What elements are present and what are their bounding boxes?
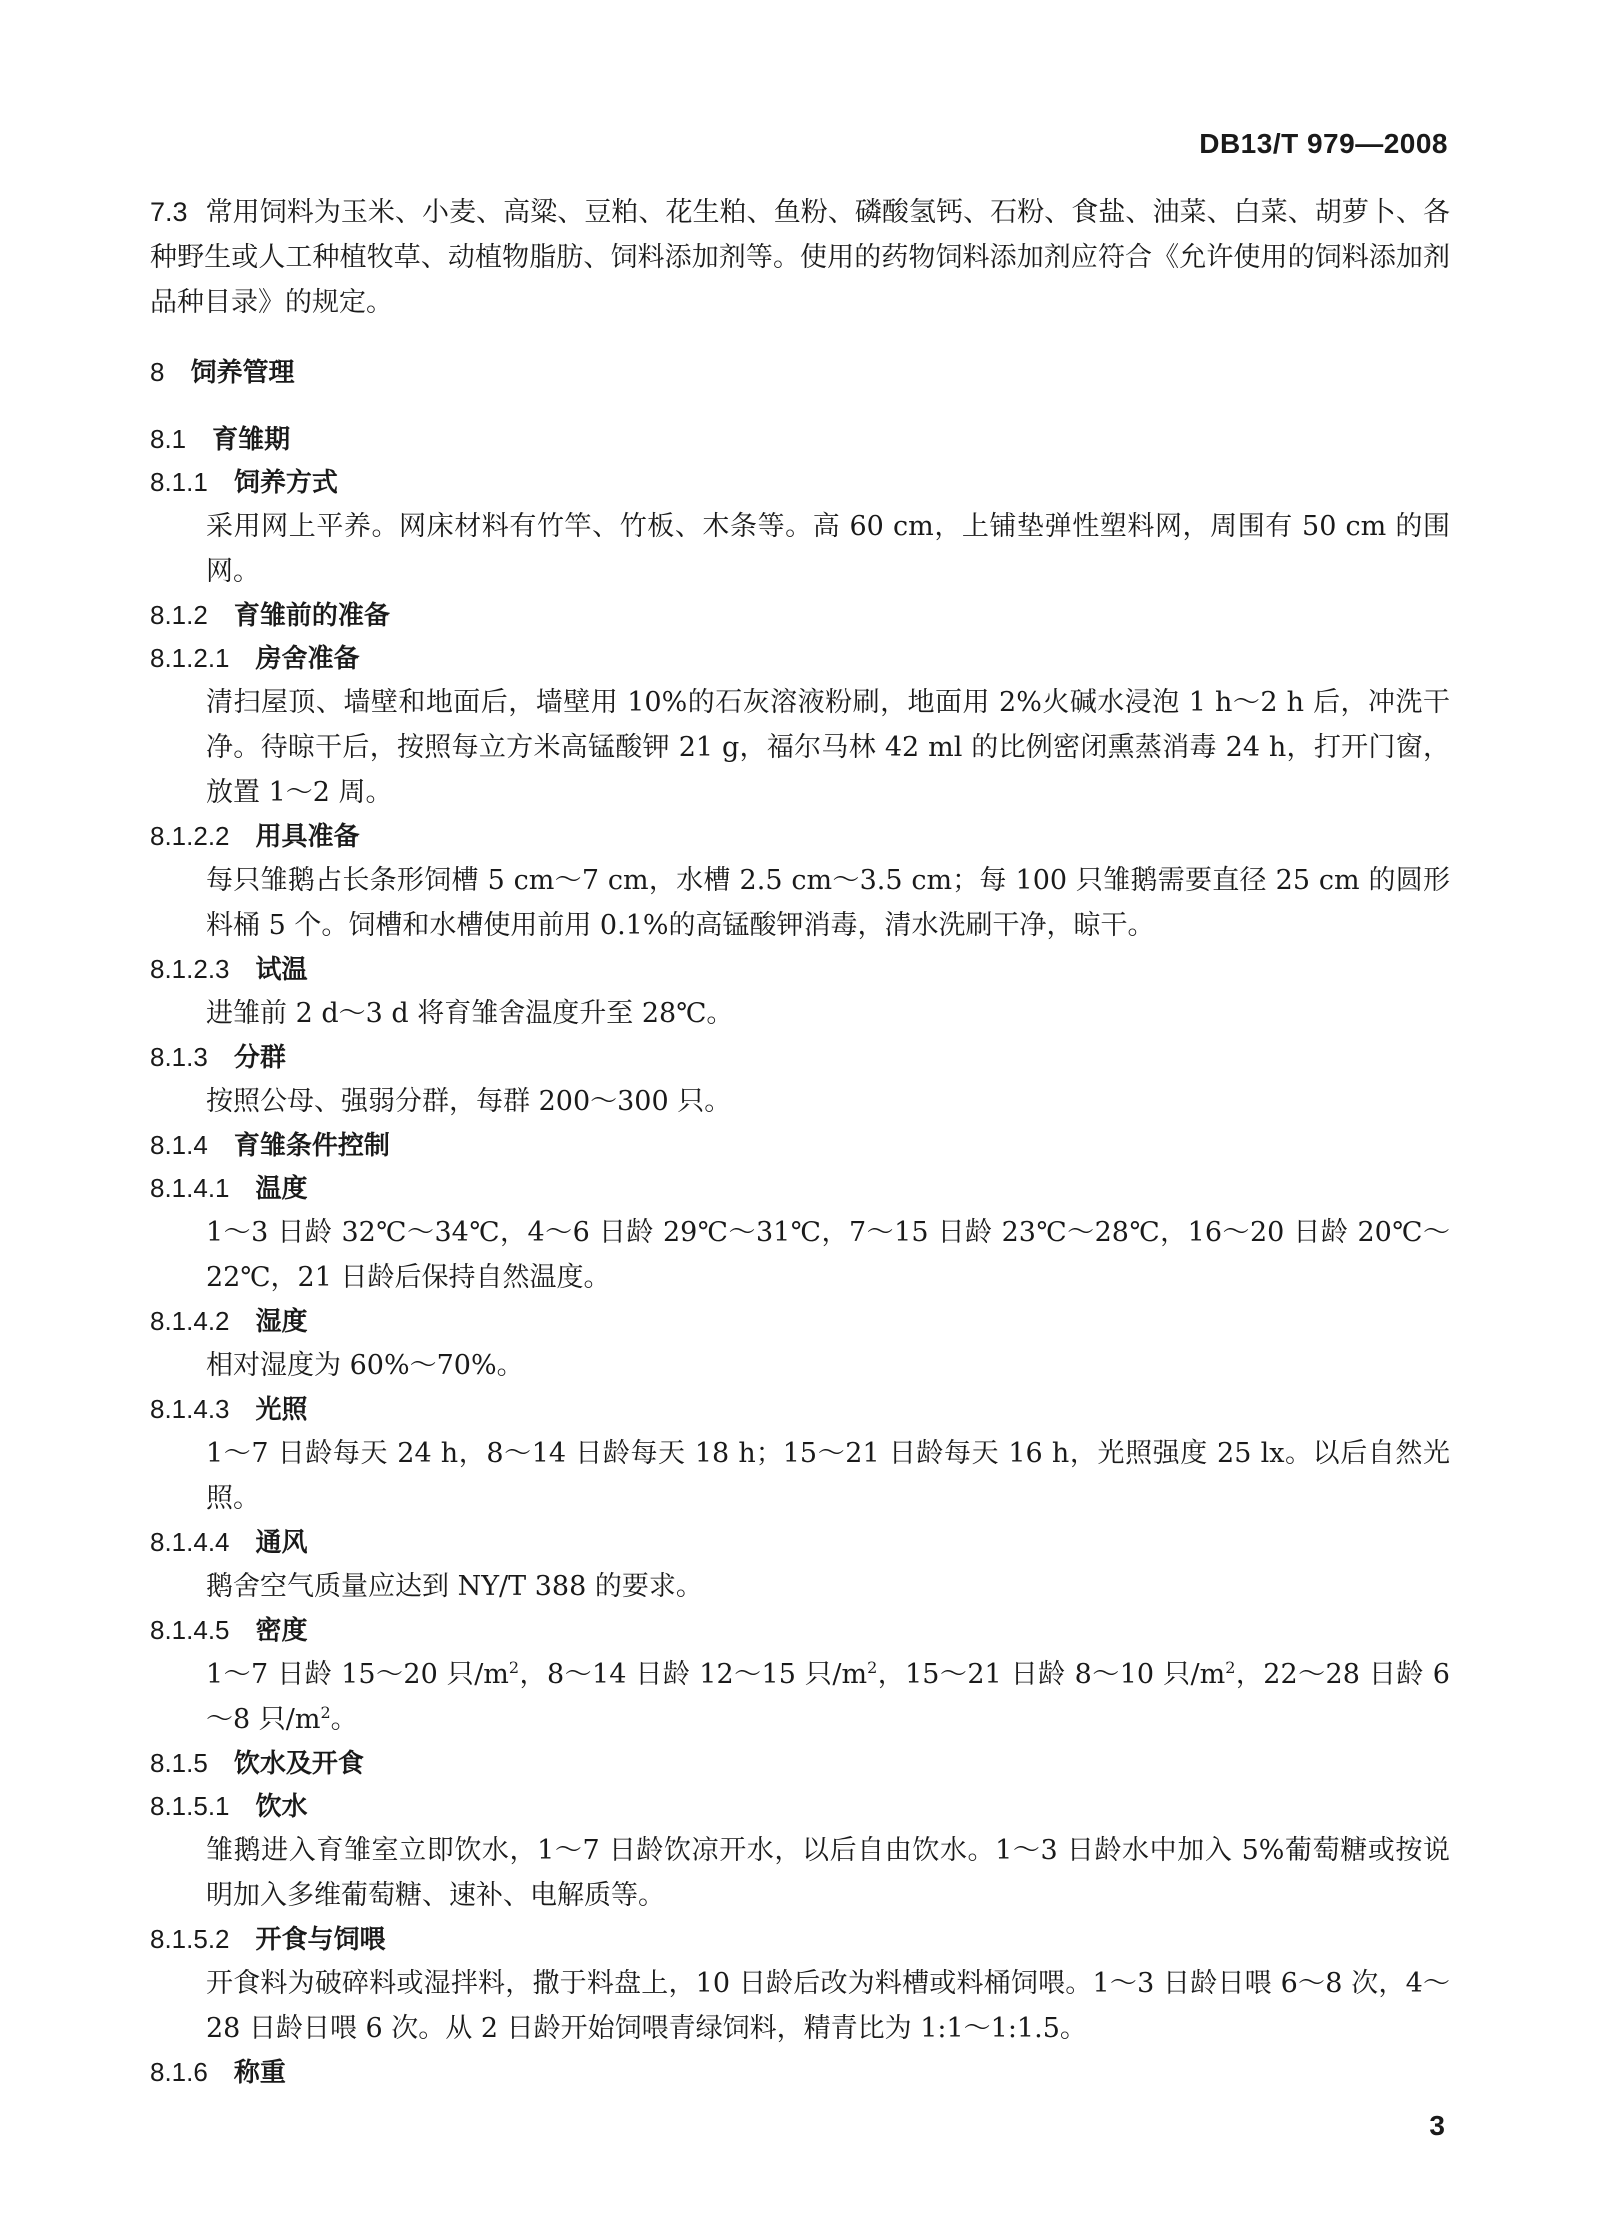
- density-text: ，22～28 日龄 6～8 只/m: [206, 1659, 1450, 1735]
- section-8-1-2-3-heading: [150, 948, 1450, 991]
- section-8-1-5-1-heading: [150, 1785, 1450, 1828]
- section-title: 光照: [255, 1394, 308, 1424]
- section-title: 饮水及开食: [233, 1748, 364, 1778]
- density-text: ，15～21 日龄 8～10 只/m: [877, 1659, 1226, 1690]
- section-8-1-2-2-body: 每只雏鹅占长条形饲槽 5 cm～7 cm，水槽 2.5 cm～3.5 cm；每 100 只雏鹅需要直径 25 cm 的圆形料桶 5 个。饲槽和水槽使用前用 0.1%的高锰酸钾消毒，清水洗刷干净，晾干。: [206, 865, 1450, 941]
- section-number: 8.1.2.1: [150, 643, 230, 673]
- section-8-1-4-2-heading: [150, 1300, 1450, 1343]
- section-number: 8.1.4.3: [150, 1394, 230, 1424]
- clause-text: 常用饲料为玉米、小麦、高粱、豆粕、花生粕、鱼粉、磷酸氢钙、石粉、食盐、油菜、白菜、胡萝卜、各种野生或人工种植牧草、动植物脂肪、饲料添加剂等。使用的药物饲料添加剂应符合《允许使用的饲料添加剂品种目录》的规定。: [150, 197, 1450, 318]
- section-8-1-1-heading: [150, 461, 1450, 504]
- section-8-1-4-1-heading: [150, 1167, 1450, 1210]
- section-title: 试温: [255, 954, 308, 984]
- section-number: 8.1.4: [150, 1130, 208, 1160]
- superscript: 2: [508, 1658, 520, 1677]
- section-8-1-3-body: 按照公母、强弱分群，每群 200～300 只。: [206, 1086, 732, 1117]
- section-title: 分群: [233, 1042, 286, 1072]
- section-8-1-3-heading: [150, 1036, 1450, 1079]
- page-number: 3: [1429, 2110, 1445, 2141]
- superscript: 2: [320, 1703, 331, 1722]
- section-title: 育雏前的准备: [233, 600, 390, 630]
- section-number: 8.1.5.2: [150, 1924, 230, 1954]
- section-number: 8.1.2: [150, 600, 208, 630]
- section-title: 湿度: [255, 1306, 308, 1336]
- section-title: 通风: [255, 1527, 308, 1557]
- section-title: 温度: [255, 1173, 308, 1203]
- section-8-1-4-1-body: 1～3 日龄 32℃～34℃，4～6 日龄 29℃～31℃，7～15 日龄 23℃～28℃，16～20 日龄 20℃～22℃，21 日龄后保持自然温度。: [206, 1217, 1450, 1293]
- section-number: 8.1.2.2: [150, 821, 230, 851]
- section-8-1-2-1-body: 清扫屋顶、墙壁和地面后，墙壁用 10%的石灰溶液粉刷，地面用 2%火碱水浸泡 1 h～2 h 后，冲洗干净。待晾干后，按照每立方米高锰酸钾 21 g，福尔马林 42 ml 的比例密闭熏蒸消毒 24 h，打开门窗，放置 1～2 周。: [206, 687, 1450, 808]
- superscript: 2: [1225, 1658, 1236, 1677]
- section-number: 8.1.5: [150, 1748, 208, 1778]
- section-number: 8.1.1: [150, 467, 208, 497]
- section-title: 密度: [255, 1615, 308, 1645]
- section-8-1-2-1-heading: [150, 637, 1450, 680]
- section-title: 育雏条件控制: [233, 1130, 390, 1160]
- section-8-1-4-heading: [150, 1124, 1450, 1167]
- section-8-1-2-2-heading: [150, 815, 1450, 858]
- section-8-1-heading: [150, 418, 1450, 461]
- section-8-1-4-3-body: 1～7 日龄每天 24 h，8～14 日龄每天 18 h；15～21 日龄每天 16 h，光照强度 25 lx。以后自然光照。: [206, 1438, 1450, 1514]
- section-8-1-5-2-heading: [150, 1918, 1450, 1961]
- density-text: ，8～14 日龄 12～15 只/m: [519, 1659, 868, 1690]
- section-title: 称重: [233, 2057, 286, 2087]
- section-title: 用具准备: [255, 821, 360, 851]
- section-8-1-2-heading: [150, 594, 1450, 637]
- density-text: 。: [330, 1704, 358, 1735]
- superscript: 2: [867, 1658, 878, 1677]
- section-8-1-4-4-heading: [150, 1521, 1450, 1564]
- section-8-1-4-5-body: [150, 1652, 1450, 1742]
- section-title: 饲养管理: [190, 357, 295, 387]
- section-number: 8: [150, 357, 165, 387]
- clause-number: 7.3: [150, 197, 188, 227]
- section-number: 8.1.3: [150, 1042, 208, 1072]
- section-title: 房舍准备: [255, 643, 360, 673]
- section-title: 开食与饲喂: [255, 1924, 386, 1954]
- section-title: 饮水: [255, 1791, 308, 1821]
- section-8-1-1-body: 采用网上平养。网床材料有竹竿、竹板、木条等。高 60 cm，上铺垫弹性塑料网，周围有 50 cm 的围网。: [206, 511, 1450, 587]
- section-number: 8.1.2.3: [150, 954, 230, 984]
- section-number: 8.1.5.1: [150, 1791, 230, 1821]
- section-8-1-5-2-body: 开食料为破碎料或湿拌料，撒于料盘上，10 日龄后改为料槽或料桶饲喂。1～3 日龄日喂 6～8 次，4～28 日龄日喂 6 次。从 2 日龄开始饲喂青绿饲料，精青比为 1:1～1:1.5。: [206, 1968, 1450, 2044]
- clause-7-3: [150, 190, 1450, 325]
- section-number: 8.1.4.1: [150, 1173, 230, 1203]
- section-title: 饲养方式: [233, 467, 338, 497]
- document-code: DB13/T 979—2008: [1199, 128, 1448, 159]
- section-number: 8.1.4.5: [150, 1615, 230, 1645]
- section-8-1-4-2-body: 相对湿度为 60%～70%。: [206, 1350, 524, 1381]
- section-number: 8.1.4.4: [150, 1527, 230, 1557]
- density-text: 1～7 日龄 15～20 只/m: [206, 1659, 509, 1690]
- section-8-1-4-5-heading: [150, 1609, 1450, 1652]
- section-8-1-4-4-body: 鹅舍空气质量应达到 NY/T 388 的要求。: [206, 1571, 703, 1602]
- section-number: 8.1: [150, 424, 187, 454]
- section-title: 育雏期: [212, 424, 291, 454]
- section-8-1-5-1-body: 雏鹅进入育雏室立即饮水，1～7 日龄饮凉开水，以后自由饮水。1～3 日龄水中加入 5%葡萄糖或按说明加入多维葡萄糖、速补、电解质等。: [206, 1835, 1450, 1911]
- document-body: [150, 190, 1450, 2094]
- section-number: 8.1.4.2: [150, 1306, 230, 1336]
- section-8-1-2-3-body: 进雏前 2 d～3 d 将育雏舍温度升至 28℃。: [206, 998, 734, 1029]
- section-number: 8.1.6: [150, 2057, 208, 2087]
- section-8-1-5-heading: [150, 1742, 1450, 1785]
- section-8-1-4-3-heading: [150, 1388, 1450, 1431]
- section-8-1-6-heading: [150, 2051, 1450, 2094]
- section-8-heading: [150, 351, 1450, 394]
